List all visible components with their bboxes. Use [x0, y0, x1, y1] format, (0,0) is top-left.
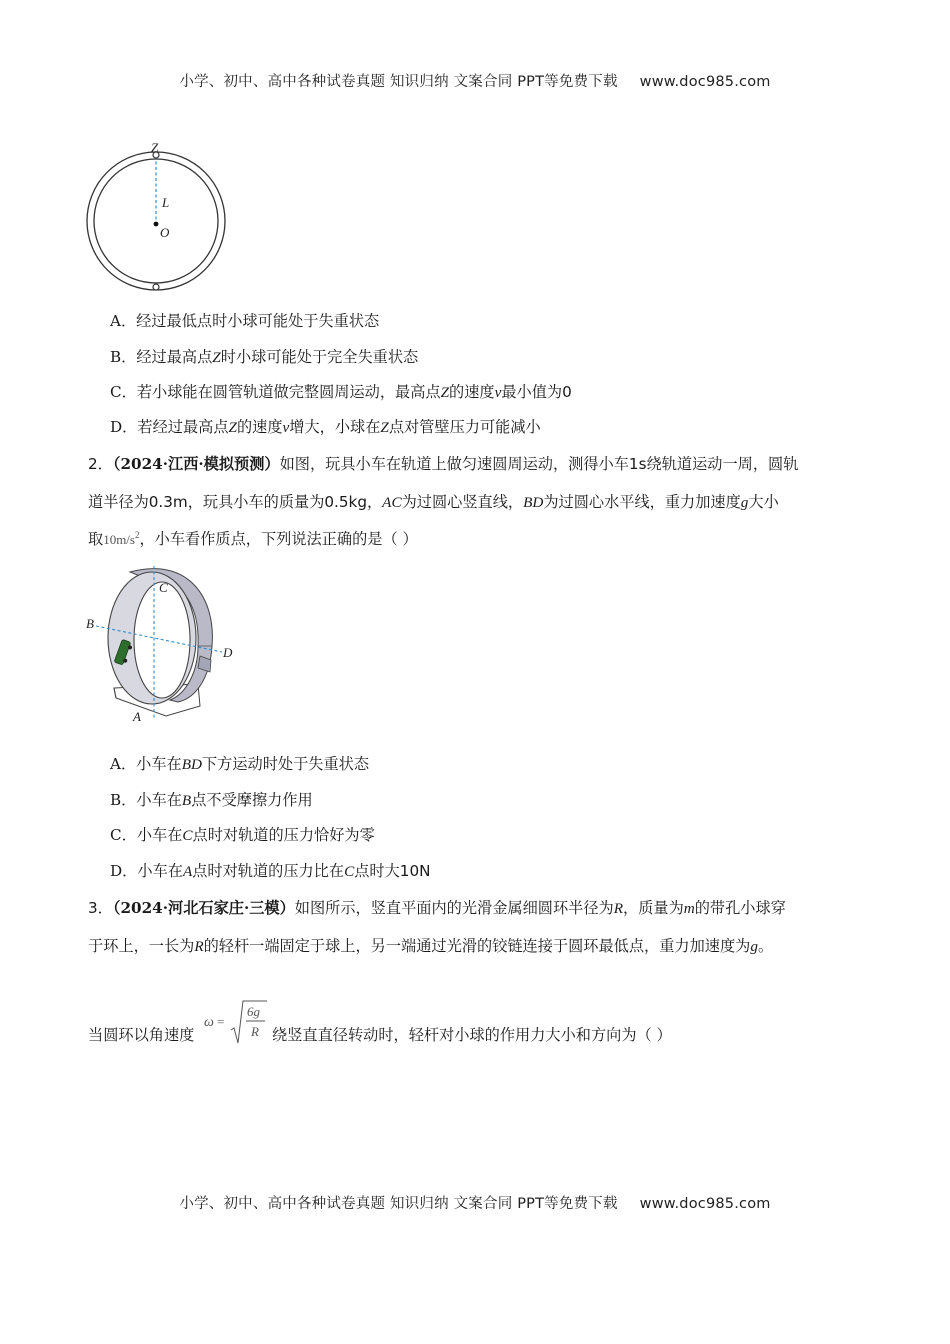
- q1-option-d: [110, 416, 541, 437]
- var-v: v: [494, 384, 502, 401]
- question-number: 2．: [88, 455, 113, 473]
- fraction-denominator: R: [251, 1024, 259, 1039]
- var-r: R: [613, 900, 624, 917]
- fraction-numerator: 6g: [247, 1004, 260, 1019]
- option-text: 下方运动时处于失重状态: [201, 755, 370, 773]
- label-d: D: [223, 645, 233, 660]
- option-text: 最小值为: [501, 383, 563, 401]
- stem-text: 。: [757, 937, 774, 955]
- stem-text: 如图，玩具小车在轨道上做匀速圆周运动，测得小车: [279, 455, 629, 473]
- question-number: 3．: [88, 899, 113, 917]
- stem-text: 的带孔小球穿: [694, 899, 786, 917]
- q3-stem-line-1: [88, 897, 786, 918]
- stem-text: 为过圆心竖直线，: [401, 493, 524, 511]
- point-label: A: [182, 863, 193, 880]
- unit-exponent: 2: [134, 529, 140, 540]
- option-text: 小车在: [136, 791, 182, 809]
- value-period: 1s: [628, 455, 647, 473]
- var-g: g: [750, 938, 758, 955]
- page-footer: [0, 1192, 950, 1213]
- figure-circular-tube: [80, 140, 230, 296]
- q3-stem-line-2: [88, 935, 773, 956]
- option-text: 点不受摩擦力作用: [191, 791, 313, 809]
- value-radius: 0.3m: [148, 493, 188, 511]
- stem-text: 道半径为: [88, 493, 149, 511]
- stem-text: 取: [88, 530, 104, 548]
- var-m: m: [683, 900, 695, 917]
- omega-symbol: ω: [204, 1015, 214, 1030]
- header-text: 小学、初中、高中各种试卷真题 知识归纳 文案合同 PPT等免费下载: [179, 74, 618, 90]
- point-z: Z: [440, 384, 450, 401]
- line-ac: AC: [382, 494, 402, 511]
- value-force: 10N: [399, 862, 431, 880]
- option-text: 的速度: [236, 418, 283, 436]
- line-bd: BD: [523, 494, 544, 511]
- question-source: （2024·河北石家庄·三模）: [112, 899, 295, 917]
- omega-formula: [203, 998, 269, 1048]
- question-source: （2024·江西·模拟预测）: [112, 455, 280, 473]
- option-letter: D．: [110, 862, 138, 880]
- q1-option-a: [110, 310, 379, 331]
- label-c: C: [159, 580, 168, 595]
- option-text: 点时对轨道的压力比在: [192, 862, 345, 880]
- stem-text: 的轻杆一端固定于球上，另一端通过光滑的铰链连接于圆环最低点，重力加速度为: [203, 937, 751, 955]
- q2-stem-line-3: [88, 528, 418, 549]
- stem-text: ，小车看作质点，下列说法正确的是（ ）: [139, 530, 418, 548]
- stem-text: ，质量为: [623, 899, 684, 917]
- q1-option-c: [110, 381, 572, 402]
- footer-site: www.doc985.com: [639, 1196, 771, 1212]
- footer-text: 小学、初中、高中各种试卷真题 知识归纳 文案合同 PPT等免费下载: [179, 1196, 618, 1212]
- point-label: C: [182, 827, 193, 844]
- point-label: BD: [181, 756, 202, 773]
- option-text: 时小球可能处于完全失重状态: [220, 348, 419, 366]
- q2-stem-line-1: [88, 453, 798, 474]
- stem-text: ，玩具小车的质量为: [187, 493, 325, 511]
- option-text: 的速度: [449, 383, 495, 401]
- tube-inner-circle: [94, 159, 218, 283]
- option-letter: C．: [110, 826, 137, 844]
- q2-option-a: [110, 753, 369, 774]
- option-text: 点对管壁压力可能减小: [388, 418, 541, 436]
- center-dot: [154, 222, 159, 227]
- var-g: g: [740, 494, 749, 511]
- option-text: 经过最低点时小球可能处于失重状态: [136, 312, 380, 330]
- option-letter: A．: [110, 312, 137, 330]
- stem-text: ，: [366, 493, 383, 511]
- option-text: 小车在: [136, 755, 182, 773]
- q3-stem-line-3-start: [88, 1024, 194, 1045]
- option-text: 经过最高点: [136, 348, 213, 366]
- q3-stem-line-3-end: [272, 1024, 672, 1045]
- option-text: 若经过最高点: [137, 418, 229, 436]
- option-letter: B．: [110, 348, 137, 366]
- value-gravity: 10m/s: [103, 532, 135, 547]
- stem-text: 为过圆心水平线，重力加速度: [543, 493, 741, 511]
- value-zero: 0: [562, 383, 572, 401]
- ball-bottom: [153, 284, 159, 290]
- stem-text: 当圆环以角速度: [88, 1026, 195, 1044]
- var-v: v: [282, 419, 290, 436]
- q2-option-c: [110, 824, 375, 845]
- q2-option-d: [110, 860, 430, 881]
- var-r: R: [194, 938, 204, 955]
- label-b: B: [86, 616, 94, 631]
- option-letter: C．: [110, 383, 137, 401]
- point-label: B: [181, 792, 192, 809]
- label-a: A: [133, 709, 141, 724]
- figure-loop-track: [80, 560, 250, 730]
- stem-text: 于环上，一长为: [88, 937, 195, 955]
- option-text: 点时对轨道的压力恰好为零: [192, 826, 375, 844]
- page-header: [0, 70, 950, 91]
- stem-text: 如图所示，竖直平面内的光滑金属细圆环半径为: [294, 899, 614, 917]
- option-letter: D．: [110, 418, 138, 436]
- q2-option-b: [110, 789, 313, 810]
- point-label: C: [344, 863, 355, 880]
- stem-text: 绕竖直直径转动时，轻杆对小球的作用力大小和方向为（ ）: [272, 1026, 672, 1044]
- point-z: Z: [380, 419, 389, 436]
- point-z: Z: [212, 349, 221, 366]
- option-letter: B．: [110, 791, 137, 809]
- q1-option-b: [110, 346, 418, 367]
- option-text: 点时大: [354, 862, 400, 880]
- label-o: O: [160, 225, 170, 240]
- label-l: L: [162, 195, 170, 210]
- option-text: 增大，小球在: [289, 418, 381, 436]
- option-letter: A．: [110, 755, 137, 773]
- stem-text: 绕轨道运动一周，圆轨: [646, 455, 799, 473]
- stem-text: 大小: [748, 493, 779, 511]
- equals-sign: =: [217, 1014, 225, 1029]
- option-text: 若小球能在圆管轨道做完整圆周运动，最高点: [136, 383, 441, 401]
- q2-stem-line-2: [88, 491, 779, 512]
- value-mass: 0.5kg: [324, 493, 367, 511]
- header-site: www.doc985.com: [639, 74, 771, 90]
- option-text: 小车在: [137, 862, 183, 880]
- point-z: Z: [228, 419, 237, 436]
- option-text: 小车在: [136, 826, 183, 844]
- label-z: Z: [151, 140, 159, 155]
